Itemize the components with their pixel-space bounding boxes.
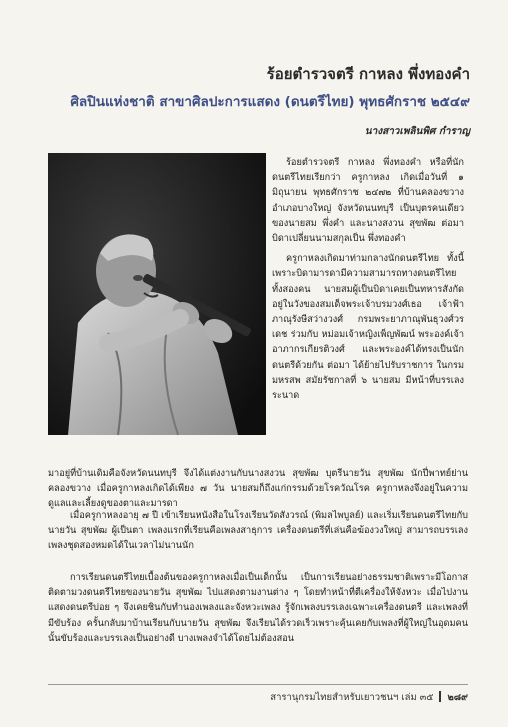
page-footer: [270, 690, 468, 705]
footer-divider: [48, 684, 468, 685]
paragraph: เมื่อครูกาหลงอายุ ๗ ปี เข้าเรียนหนังสือในโรงเรียนวัดสังวรณ์ (พิมลไพบูลย์) และเริ่มเรียนดนตรีไทยกับนายวัน สุขพัฒ ผู้เป็นตา เพลงแรกที่เรียนคือเพลงสาธุการ เครื่องดนตรีที่เล่นคือฆ้องวงใหญ่ สามารถบรรเลงเพลงชุดสองหมดได้ในเวลาไม่นานนัก: [48, 510, 468, 552]
full-width-text: [48, 466, 468, 510]
footer-separator: [439, 691, 441, 702]
paragraph: มาอยู่ที่บ้านเดิมคือจังหวัดนนทบุรี จึงได้แต่งงานกับนางสงวน สุขพัฒ บุตรีนายวัน สุขพัฒ นักปี่พาทย์ย่านคลองขวาง เมื่อครูกาหลงเกิดได้เพียง ๗ วัน นายสมก็ถึงแก่กรรมด้วยโรควัณโรค ครูกาหลงจึงอยู่ในความดูแลและเลี้ยงดูของตาและมารดา: [48, 468, 468, 510]
page-number: ๒๘๙: [447, 692, 468, 703]
right-column-text: [272, 155, 464, 460]
article-subtitle: ศิลปินแห่งชาติ สาขาศิลปะการแสดง (ดนตรีไทย) พุทธศักราช ๒๕๔๙: [70, 94, 470, 110]
article-title: ร้อยตำรวจตรี กาหลง พึ่งทองคำ: [266, 65, 470, 83]
series-title: สารานุกรมไทยสำหรับเยาวชนฯ เล่ม ๓๕: [270, 692, 434, 703]
full-width-text: [48, 508, 468, 556]
portrait-photo: [48, 153, 266, 435]
paragraph: ครูกาหลงเกิดมาท่ามกลางนักดนตรีไทย ทั้งนี้เพราะบิดามารดามีความสามารถทางดนตรีไทยทั้งสองคน นายสมผู้เป็นบิดาเคยเป็นทหารสังกัดอยู่ในวังของสมเด็จพระเจ้าบรมวงศ์เธอ เจ้าฟ้าภาณุรังษีสว่างวงศ์ กรมพระยาภาณุพันธุวงศ์วรเดช ร่วมกับ หม่อมเจ้าหญิงเพ็ญพัฒน์ พระองค์เจ้าอาภากรเกียรติวงศ์ และพระองค์ได้ทรงเป็นนักดนตรีด้วยกัน ต่อมา ได้ย้ายไปรับราชการ ในกรมมหรสพ สมัยรัชกาลที่ ๖ นายสม มีหน้าที่บรรเลงระนาด: [272, 253, 464, 402]
full-width-text: [48, 570, 468, 666]
paragraph: ร้อยตำรวจตรี กาหลง พึ่งทองคำ หรือที่นักดนตรีไทยเรียกว่า ครูกาหลง เกิดเมื่อวันที่ ๑ มิถุนายน พุทธศักราช ๒๔๗๒ ที่บ้านคลองขวาง อำเภอบางใหญ่ จังหวัดนนทบุรี เป็นบุตรคนเดียวของนายสม พึ่งคำ และนางสงวน สุขพัฒ ต่อมาบิดาเปลี่ยนนามสกุลเป็น พึ่งทองคำ: [272, 157, 464, 245]
author-name: นางสาวเพลินพิศ กำราญ: [364, 126, 470, 137]
paragraph: การเรียนดนตรีไทยเบื้องต้นของครูกาหลงเมื่อเป็นเด็กนั้น เป็นการเรียนอย่างธรรมชาติเพราะมีโอกาสติดตามวงดนตรีไทยของนายวัน สุขพัฒ ไปแสดงตามงานต่าง ๆ โดยทำหน้าที่ตีเครื่องให้จังหวะ เมื่อไปงานแสดงดนตรีบ่อย ๆ จึงเคยชินกับทำนองเพลงและจังหวะเพลง รู้จักเพลงบรรเลงเฉพาะเครื่องดนตรี และเพลงที่มีขับร้อง ครั้นกลับมาบ้านเรียนกับนายวัน สุขพัฒ จึงเรียนได้รวดเร็วเพราะคุ้นเคยกับเพลงที่ผู้ใหญ่ในอุดมคนนั้นขับร้องและบรรเลงเป็นอย่างดี บางเพลงจำได้โดยไม่ต้องสอน: [48, 572, 468, 644]
